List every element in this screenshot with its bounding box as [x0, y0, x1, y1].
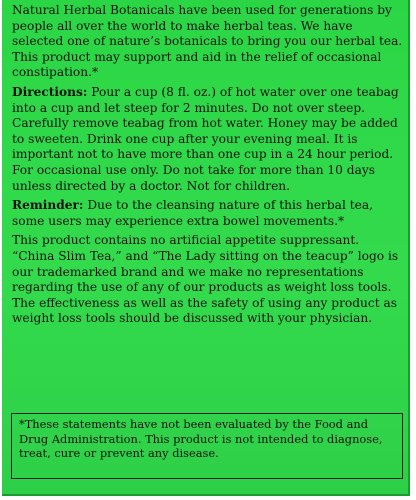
trademark-paragraph: This product contains no artificial appetite suppressant. “China Slim Tea,” and “The Lady sitting on the teacup” logo is our trademarked brand and we make no representations regarding the use of any of our products as weight loss tools. The effectiveness as well as the safety of using any product as weight loss tools should be discussed with your physician.: [12, 233, 399, 326]
fda-disclaimer-box: [11, 413, 403, 479]
directions-paragraph: [12, 85, 404, 194]
reminder-text: Due to the cleansing nature of this herbal tea, some users may experience extra bowel movements.*: [12, 198, 373, 228]
directions-label: Directions:: [12, 84, 88, 99]
directions-text: Pour a cup (8 fl. oz.) of hot water over one teabag into a cup and let steep for 2 minutes. Do not over steep. Carefully remove teabag from hot water. Honey may be added to sweeten. Drink one cup after your evening meal. It is important not to have more than one cup in a 24 hour period. For occasional use only. Do not take for more than 10 days unless directed by a doctor. Not for children.: [12, 84, 399, 193]
reminder-label: Reminder:: [12, 198, 84, 213]
reminder-paragraph: [12, 198, 404, 229]
package-panel: [2, 0, 410, 496]
intro-paragraph: Natural Herbal Botanicals have been used for generations by people all over the world to make herbal teas. We have selected one of nature’s botanicals to bring you our herbal tea. This product may support and aid in the relief of occasional constipation.*: [12, 3, 403, 80]
fda-disclaimer-text: *These statements have not been evaluated by the Food and Drug Administration. This product is not intended to diagnose, treat, cure or prevent any disease.: [19, 417, 383, 461]
label-text-block: [12, 3, 404, 327]
